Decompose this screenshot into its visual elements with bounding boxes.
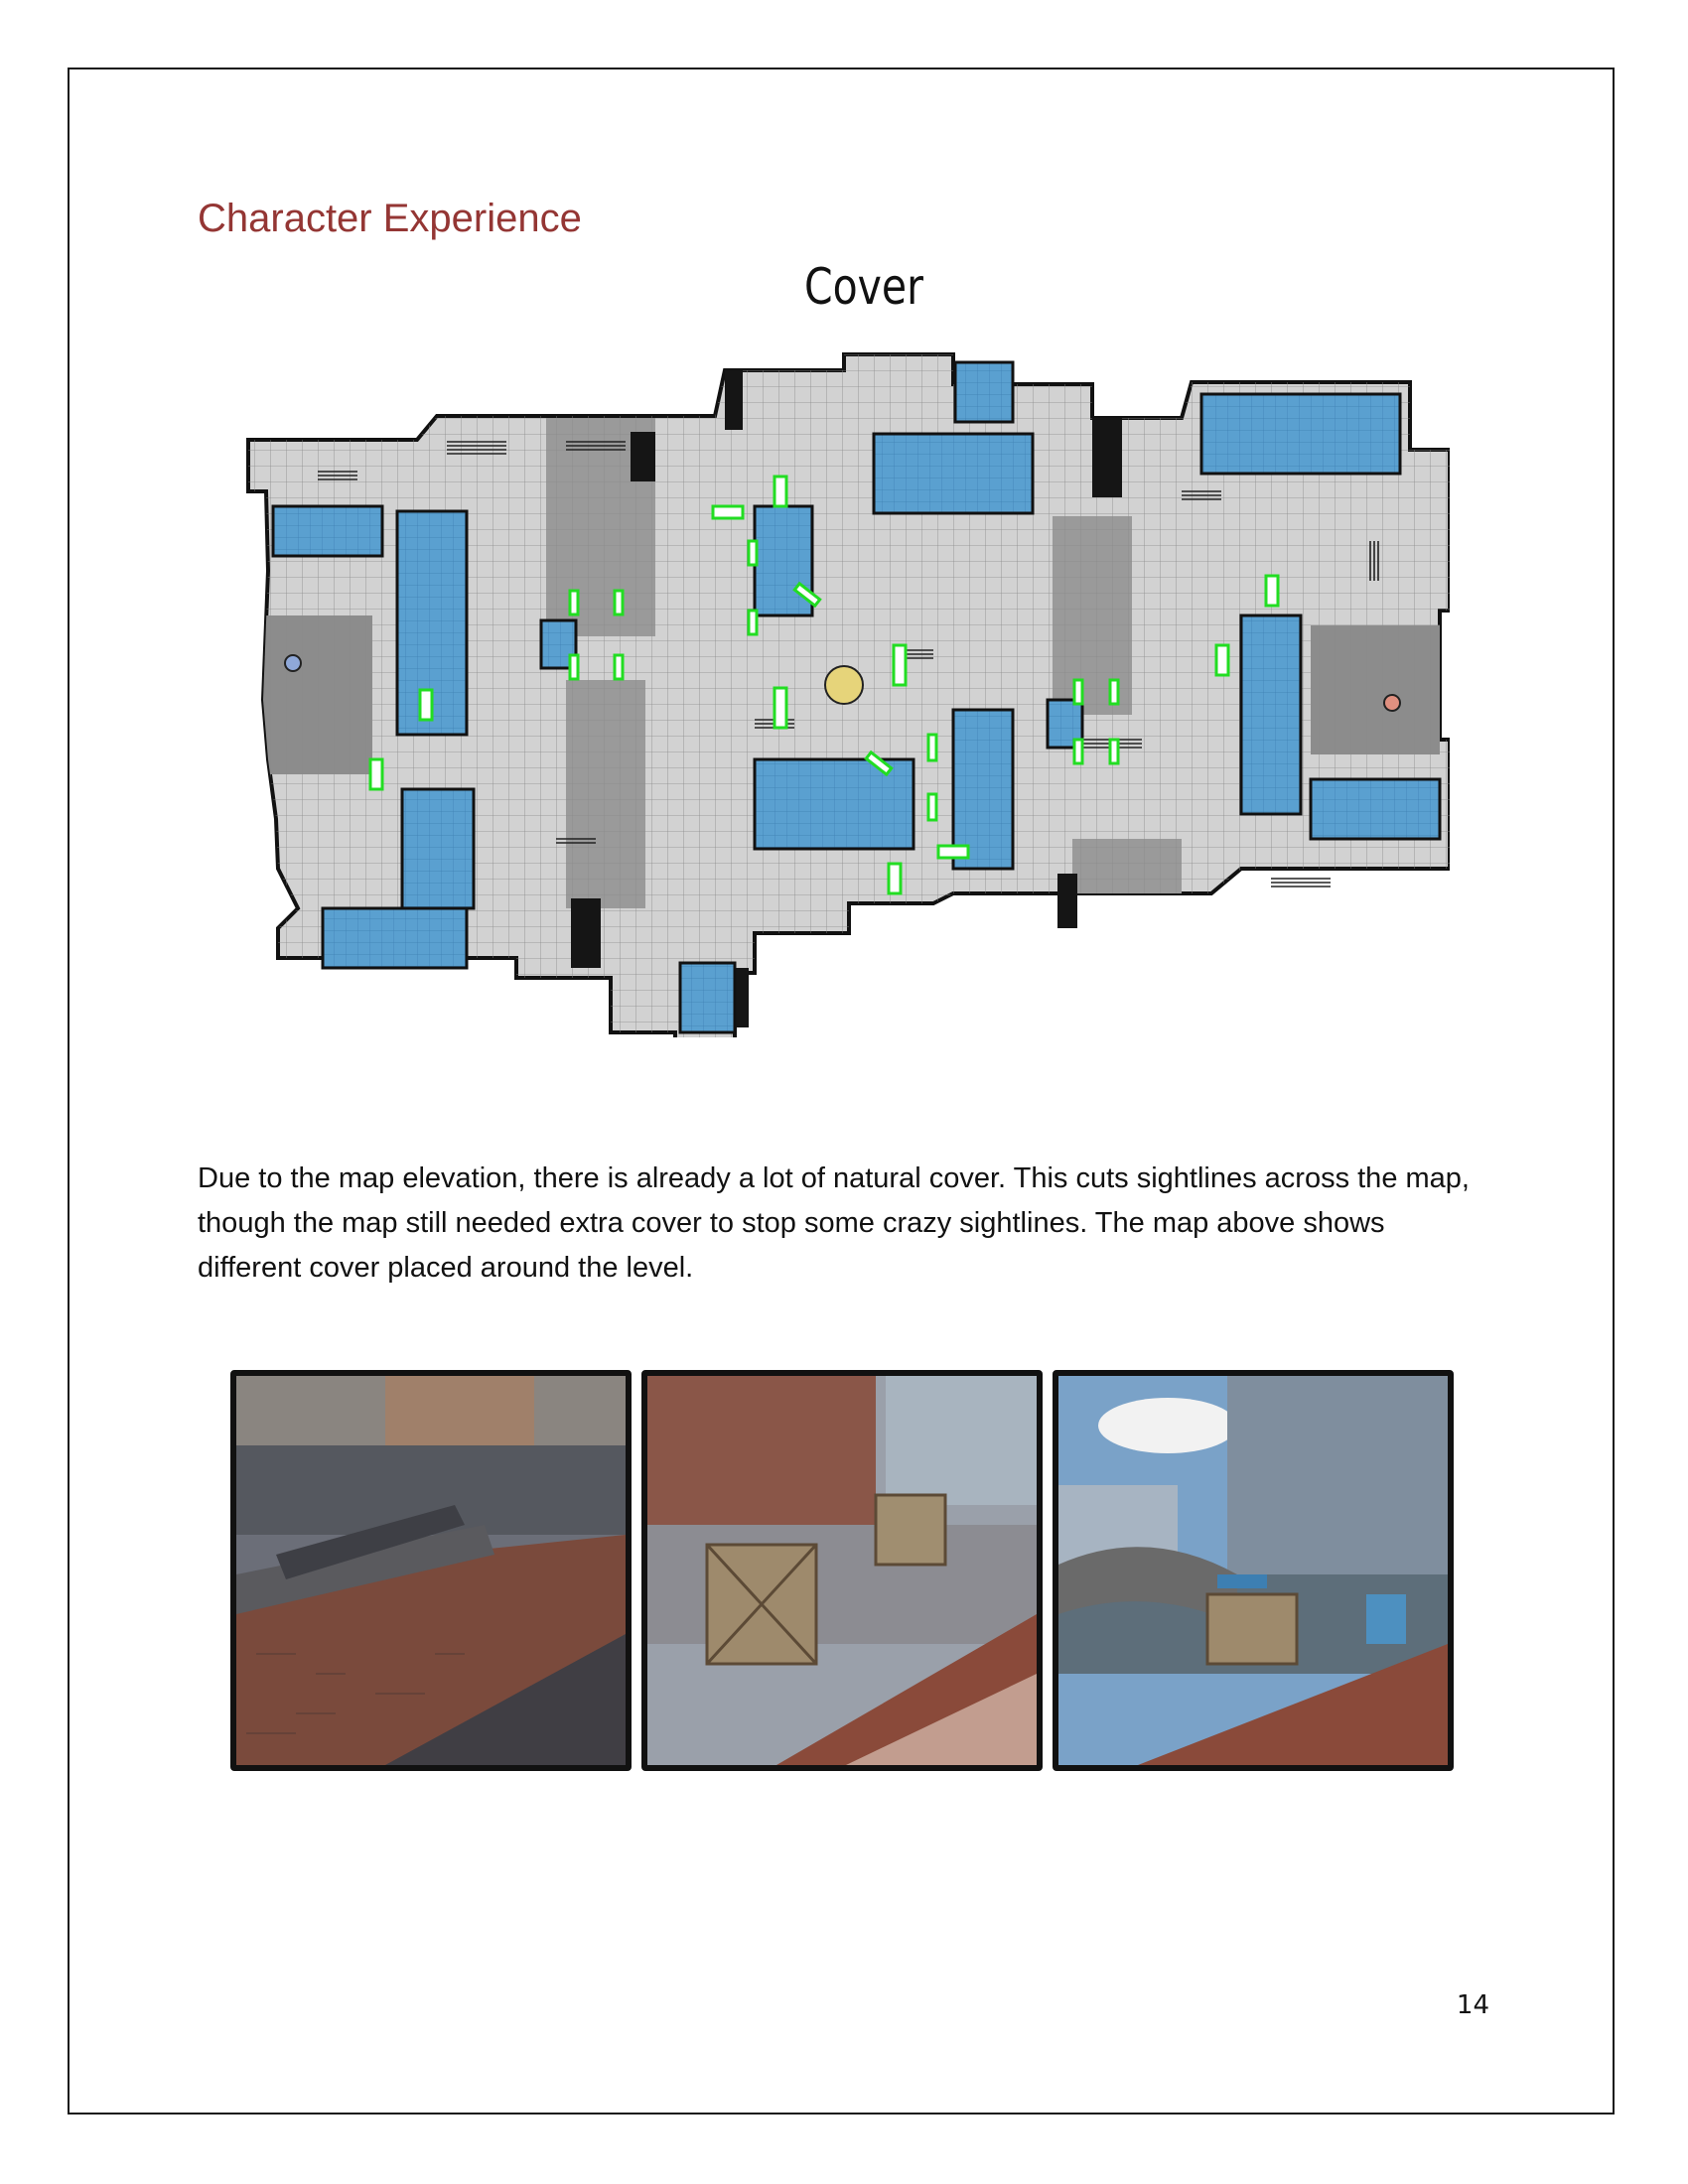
screenshot-strip [230,1370,1454,1771]
red-spawn-marker [1384,695,1400,711]
screenshot-bridge [1053,1370,1454,1771]
screenshot-crates [641,1370,1043,1771]
section-heading: Character Experience [198,197,582,240]
page-number: 14 [1456,1990,1489,2020]
screenshot-rooftop [230,1370,632,1771]
cover-map-diagram [238,323,1450,1037]
body-paragraph: Due to the map elevation, there is already a lot of natural cover. This cuts sightlines across the map, though the map still needed extra cover to stop some crazy sightlines. The map above shows different cover placed around the level. [198,1162,1470,1284]
blue-spawn-marker [285,655,301,671]
map-title: Cover [803,258,924,316]
control-point-marker [825,666,863,704]
